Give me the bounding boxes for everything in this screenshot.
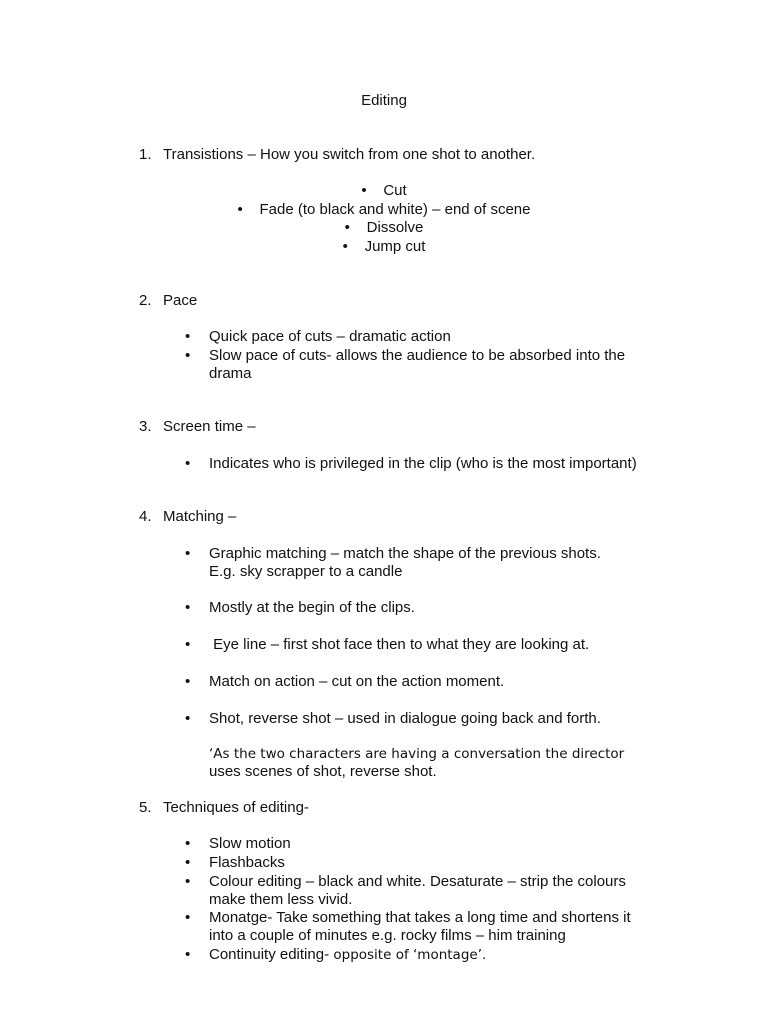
list-item-text: Monatge- Take something that takes a long time and shortens it into a couple of minutes e.g. rocky films – him training [209,909,631,944]
list-item-text: Eye line – first shot face then to what they are looking at. [209,636,590,653]
bullet-icon: • [185,599,191,616]
section-5-heading [139,799,309,817]
section-3-heading [139,418,256,436]
list-item [0,182,768,200]
list-item-text: Cut [383,182,407,199]
list-item [0,201,768,219]
section-4-heading [139,508,236,526]
bullet-icon: • [185,636,191,653]
bullet-icon: • [185,347,191,364]
page-title: Editing [361,92,407,109]
list-item [185,455,655,473]
bullet-icon: • [185,710,191,727]
bullet-icon: • [185,545,191,562]
bullet-icon: • [237,201,243,218]
list-item-example: E.g. sky scrapper to a candle [209,563,403,580]
section-number: 4. [139,508,152,525]
list-item-text-part: Continuity editing- [209,946,330,963]
bullet-icon: • [185,854,191,871]
list-item [185,599,655,617]
list-item-text: Graphic matching – match the shape of the previous shots. [209,545,601,562]
section-heading-text: Pace [163,292,198,309]
list-item [185,328,655,346]
list-item-text: Match on action – cut on the action moment. [209,673,505,690]
list-item-text: Shot, reverse shot – used in dialogue going back and forth. [209,710,601,727]
section-2-heading [139,292,197,310]
list-item [185,636,655,654]
list-item-text-part: opposite of ‘montage’. [329,947,487,963]
list-item [185,854,655,872]
list-item-text: Slow pace of cuts- allows the audience to be absorbed into the drama [209,347,626,382]
section-number: 2. [139,292,152,309]
quote-note-line: ‘As the two characters are having a conversation the director [209,746,625,762]
bullet-icon: • [344,219,350,236]
section-number: 1. [139,146,152,163]
list-item [185,909,655,945]
list-item-text: Quick pace of cuts – dramatic action [209,328,451,345]
list-item-text: Dissolve [366,219,424,236]
list-item-text: Mostly at the begin of the clips. [209,599,415,616]
section-number: 3. [139,418,152,435]
list-item-text: Slow motion [209,835,291,852]
list-item [185,710,655,728]
bullet-icon: • [185,455,191,472]
list-item-text [209,946,655,964]
list-item-text: Colour editing – black and white. Desaturate – strip the colours make them less vivid. [209,873,626,908]
list-item [185,545,655,563]
bullet-icon: • [185,328,191,345]
list-item-text: Fade (to black and white) – end of scene [259,201,531,218]
section-heading-text: Transistions – How you switch from one shot to another. [163,146,536,163]
section-heading-text: Screen time – [163,418,256,435]
bullet-icon: • [185,946,191,963]
list-item [0,238,768,256]
list-item [0,219,768,237]
bullet-icon: • [185,909,191,926]
bullet-icon: • [185,673,191,690]
section-heading-text: Matching – [163,508,237,525]
section-number: 5. [139,799,152,816]
list-item [185,946,655,964]
list-item [185,873,655,909]
list-item [185,347,655,383]
quote-note-line: uses scenes of shot, reverse shot. [209,763,437,780]
list-item-text: Jump cut [364,238,426,255]
list-item [185,835,655,853]
bullet-icon: • [185,835,191,852]
bullet-icon: • [185,873,191,890]
section-1-heading [139,146,535,164]
list-item [185,673,655,691]
bullet-icon: • [361,182,367,199]
bullet-icon: • [342,238,348,255]
section-heading-text: Techniques of editing- [163,799,309,816]
list-item-text: Flashbacks [209,854,285,871]
list-item-text: Indicates who is privileged in the clip (who is the most important) [209,455,637,472]
